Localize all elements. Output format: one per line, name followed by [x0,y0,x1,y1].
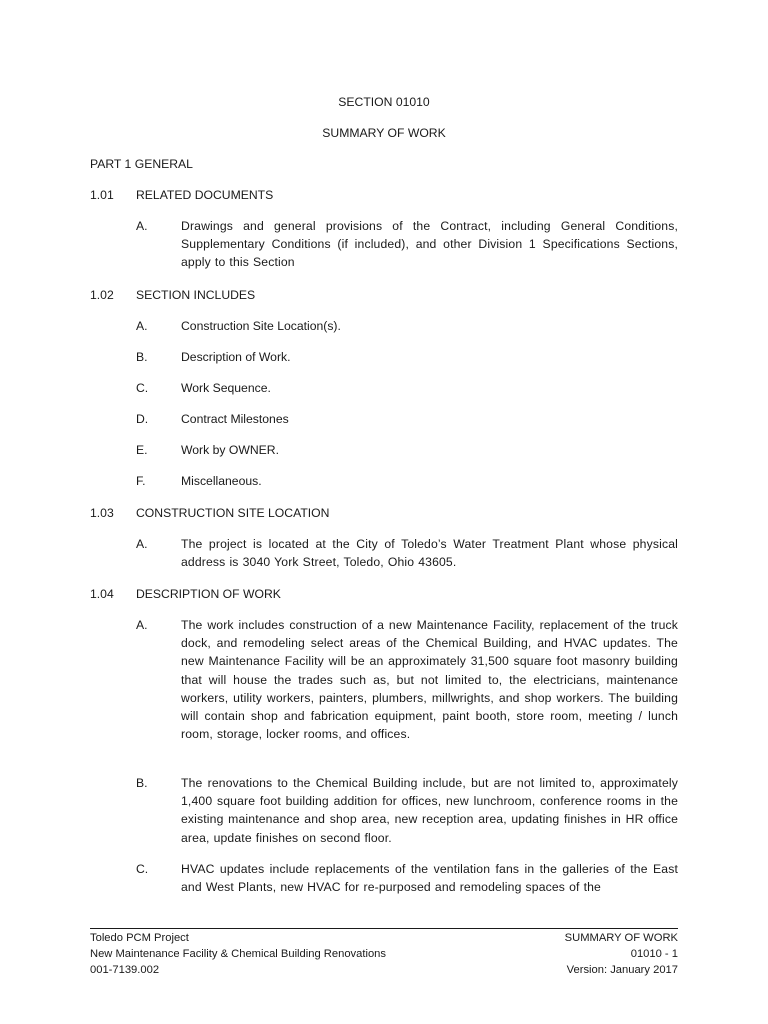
paragraph-letter: C. [136,862,149,876]
paragraph-text: Miscellaneous. [181,474,262,488]
paragraph-letter: F. [136,474,146,488]
paragraph-letter: A. [136,618,148,632]
section-title: SUMMARY OF WORK [322,126,446,140]
paragraph-text: Work by OWNER. [181,443,279,457]
footer-rule [90,928,678,929]
footer-version: Version: January 2017 [566,964,678,976]
article-title: DESCRIPTION OF WORK [136,587,281,601]
paragraph-text: The renovations to the Chemical Building include, but are not limited to, approximately 1,400 square foot building addition for offices, new lunchroom, conference rooms in the existing maintenance and shop area, new reception area, updating finishes in HR office area, update finishes on second floor. [181,776,678,845]
part-heading: PART 1 GENERAL [90,157,193,171]
paragraph-letter: E. [136,443,148,457]
paragraph-text: HVAC updates include replacements of the ventilation fans in the galleries of the East and West Plants, new HVAC for re-purposed and remodeling spaces of the [181,862,678,895]
paragraph-letter: D. [136,412,149,426]
article-number: 1.01 [90,188,114,202]
paragraph-text: The project is located at the City of Toledo’s Water Treatment Plant whose physical address is 3040 York Street, Toledo, Ohio 43605. [181,537,678,570]
section-number: SECTION 01010 [338,95,430,109]
paragraph-letter: B. [136,350,148,364]
paragraph-letter: B. [136,776,148,790]
article-title: SECTION INCLUDES [136,288,256,302]
footer-project-name: Toledo PCM Project [90,932,189,944]
paragraph-letter: A. [136,537,148,551]
paragraph-text: Description of Work. [181,350,291,364]
article-number: 1.02 [90,288,114,302]
footer-left [90,930,386,978]
article-title: RELATED DOCUMENTS [136,188,274,202]
paragraph-text: The work includes construction of a new Maintenance Facility, replacement of the truck dock, and remodeling select areas of the Chemical Building, and HVAC updates. The new Maintenance Facility will be an approximately 31,500 square foot masonry building that will house the trades such as, but not limited to, the electricians, maintenance workers, utility workers, painters, plumbers, millwrights, and shop workers. The building will contain shop and fabrication equipment, paint booth, store room, meeting / lunch room, storage, locker rooms, and offices. [181,618,678,742]
paragraph-text: Drawings and general provisions of the Contract, including General Conditions, Supplementary Conditions (if included), and other Division 1 Specifications Sections, apply to this Section [181,219,678,270]
paragraph-text: Contract Milestones [181,412,289,426]
paragraph-letter: A. [136,219,148,233]
article-number: 1.04 [90,587,114,601]
footer-project-description: New Maintenance Facility & Chemical Building Renovations [90,948,386,960]
article-title: CONSTRUCTION SITE LOCATION [136,506,330,520]
paragraph-letter: A. [136,319,148,333]
paragraph-text: Work Sequence. [181,381,271,395]
footer-right [565,930,678,978]
footer-section-title: SUMMARY OF WORK [564,932,678,944]
paragraph-text: Construction Site Location(s). [181,319,341,333]
footer-project-number: 001-7139.002 [90,964,160,976]
paragraph-letter: C. [136,381,149,395]
article-number: 1.03 [90,506,114,520]
footer-page-number: 01010 - 1 [630,948,678,960]
